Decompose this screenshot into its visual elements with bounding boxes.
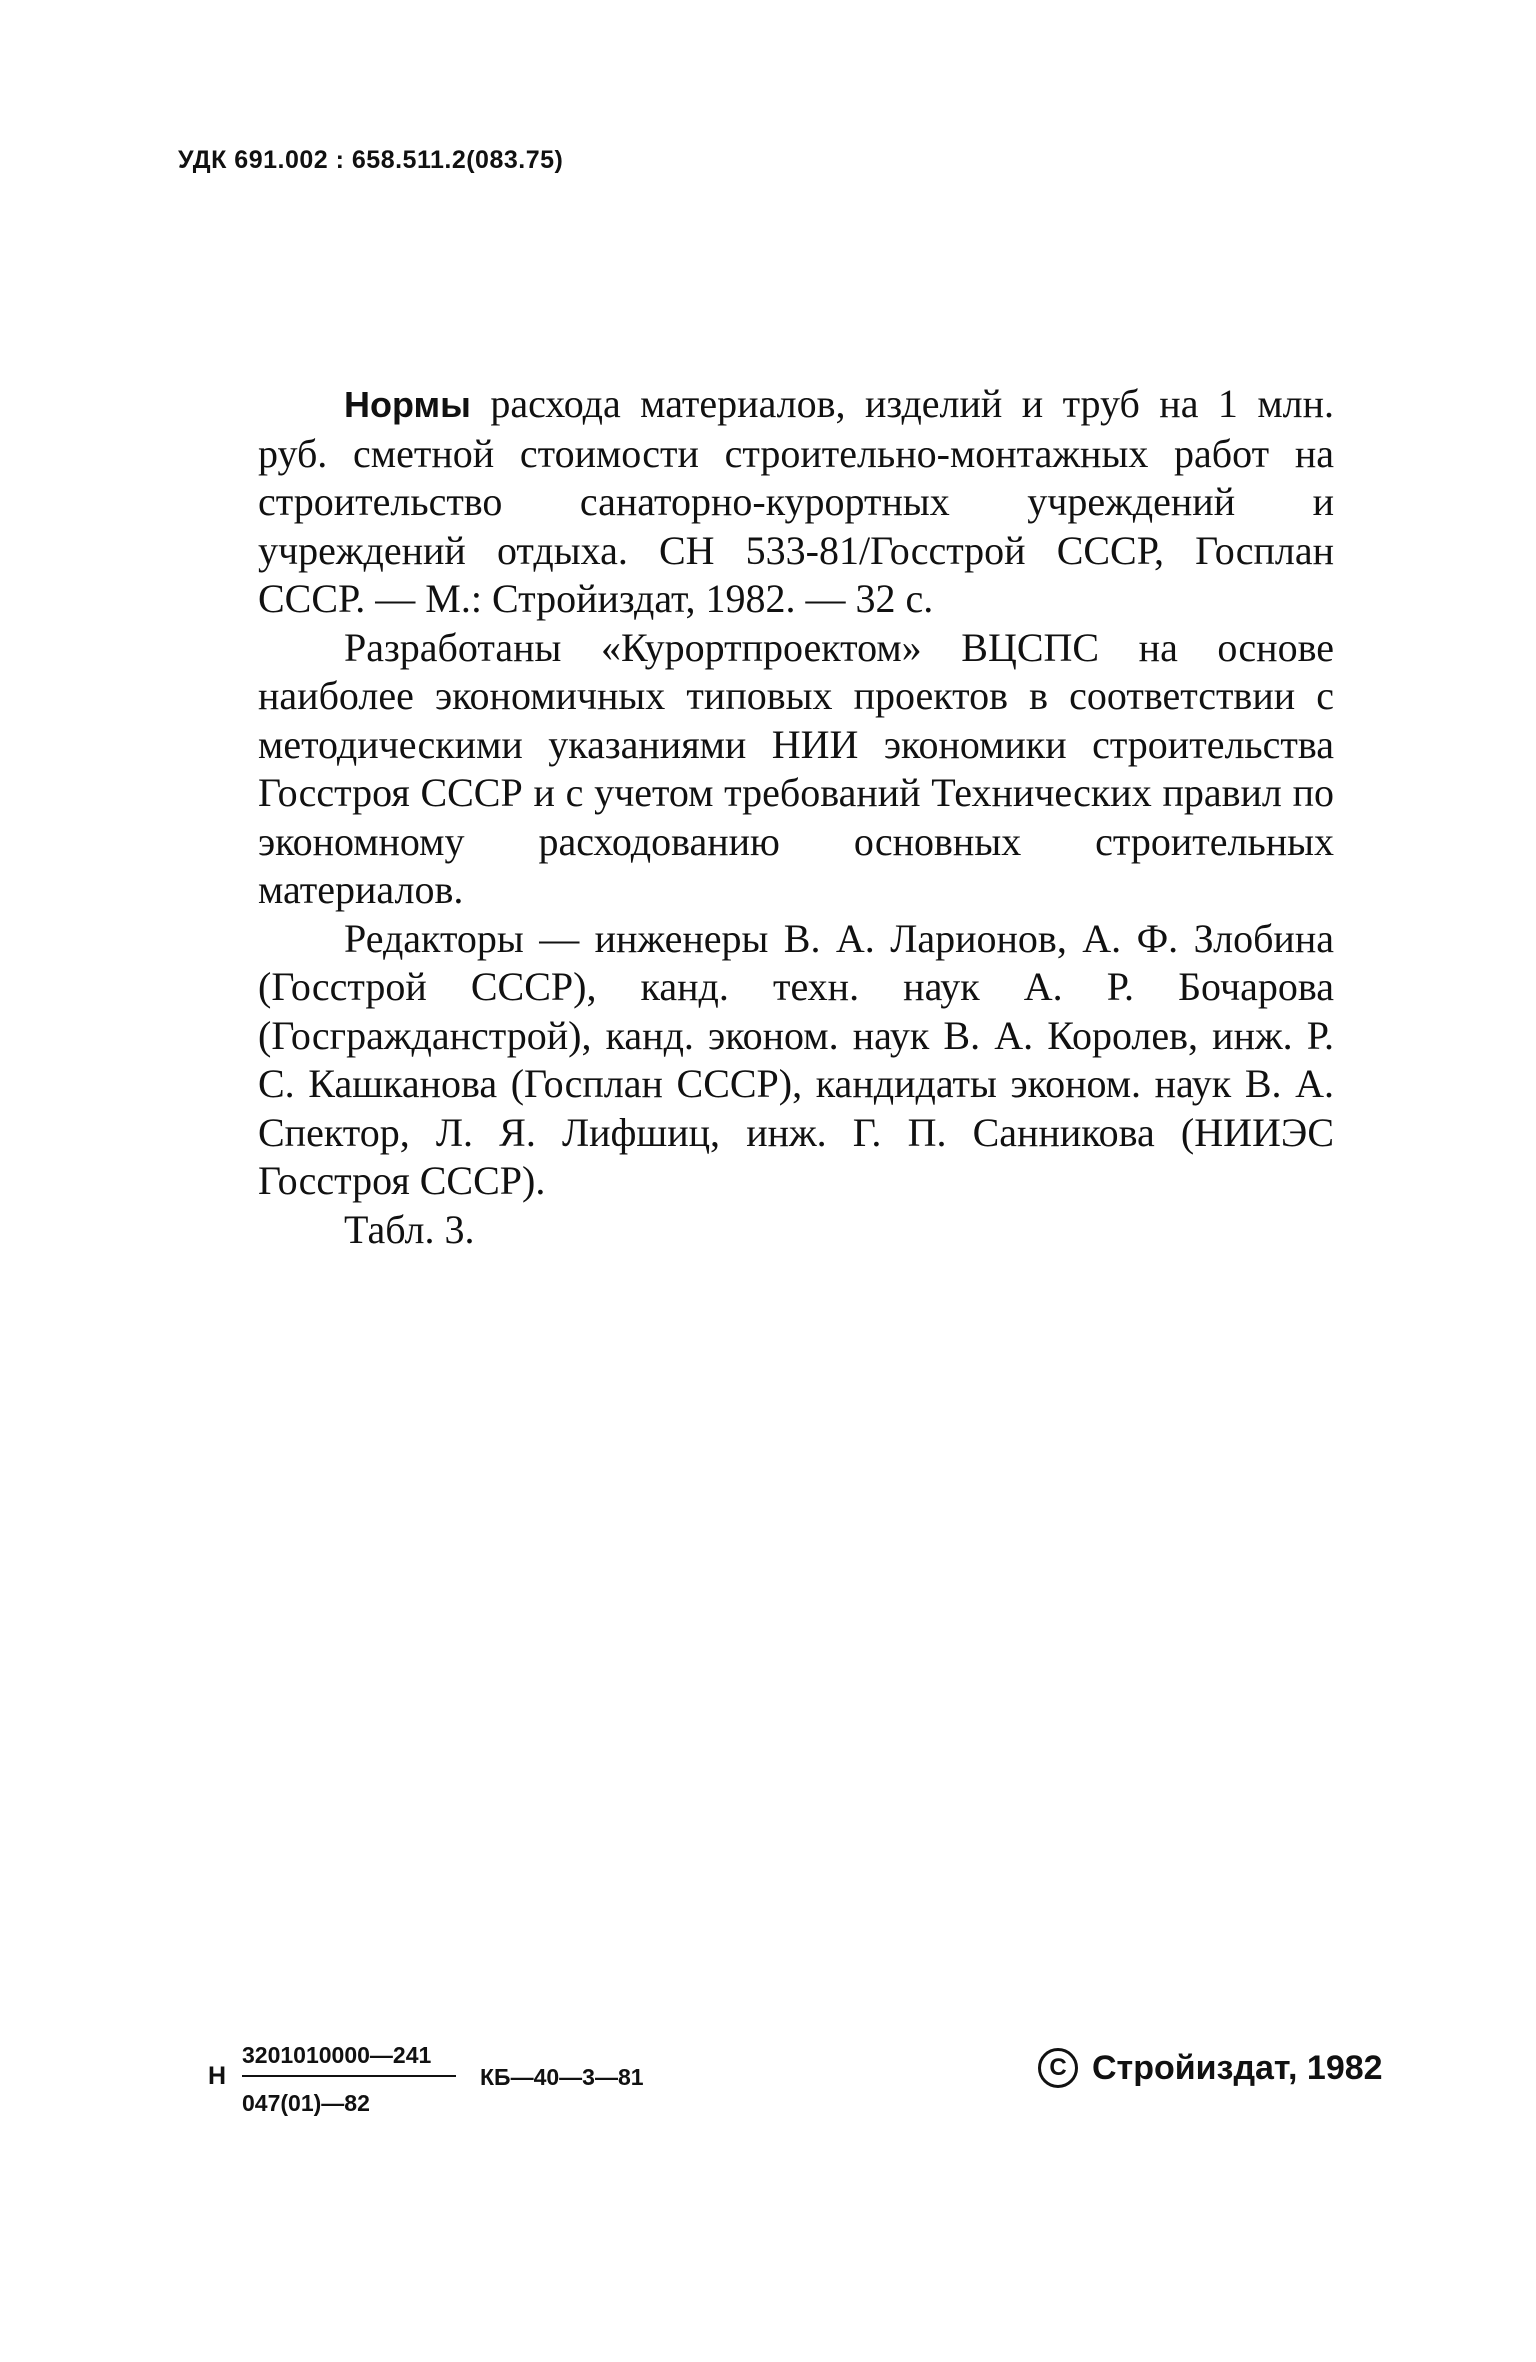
developed-by-paragraph: Разработаны «Курортпроектом» ВЦСПС на основе наиболее экономичных типовых проектов в соответствии с методическими указаниями НИИ экономики строительства Госстроя СССР и с учетом требований Технических правил по экономному расходованию основных строительных материалов. xyxy=(258,624,1334,912)
editors-paragraph: Редакторы — инженеры В. А. Ларионов, А. Ф. Злобина (Госстрой СССР), канд. техн. наук А. Р. Бочарова (Госгражданстрой), канд. эконом. наук В. А. Королев, инж. Р. С. Кашканова (Госплан СССР), кандидаты эконом. наук В. А. Спектор, Л. Я. Лифшиц, инж. Г. П. Санникова (НИИЭС Госстроя СССР). xyxy=(258,915,1334,1203)
index-numerator: 3201010000—241 xyxy=(242,2042,432,2068)
kb-code: КБ—40—3—81 xyxy=(480,2064,644,2090)
index-denominator: 047(01)—82 xyxy=(242,2090,370,2116)
fraction-line xyxy=(242,2075,456,2077)
copyright-icon: C xyxy=(1038,2048,1078,2088)
title-lead-word: Нормы xyxy=(344,384,471,425)
annotation-block xyxy=(258,380,1334,1254)
bibliographic-description-text: расхода материалов, изделий и труб на 1 млн. руб. сметной стоимости строительно-монтажных работ на строительство санаторно-курортных учреждений и учреждений отдыха. СН 533-81/Госстрой СССР, Госплан СССР. — М.: Стройиздат, 1982. — 32 с. xyxy=(258,381,1334,621)
udk-code: УДК 691.002 : 658.511.2(083.75) xyxy=(178,146,564,174)
index-letter: Н xyxy=(208,2062,227,2090)
tables-count: Табл. 3. xyxy=(344,1206,475,1252)
bibliographic-description xyxy=(258,380,1334,624)
copyright-line xyxy=(1038,2048,1383,2088)
copyright-text: Стройиздат, 1982 xyxy=(1092,2048,1383,2087)
